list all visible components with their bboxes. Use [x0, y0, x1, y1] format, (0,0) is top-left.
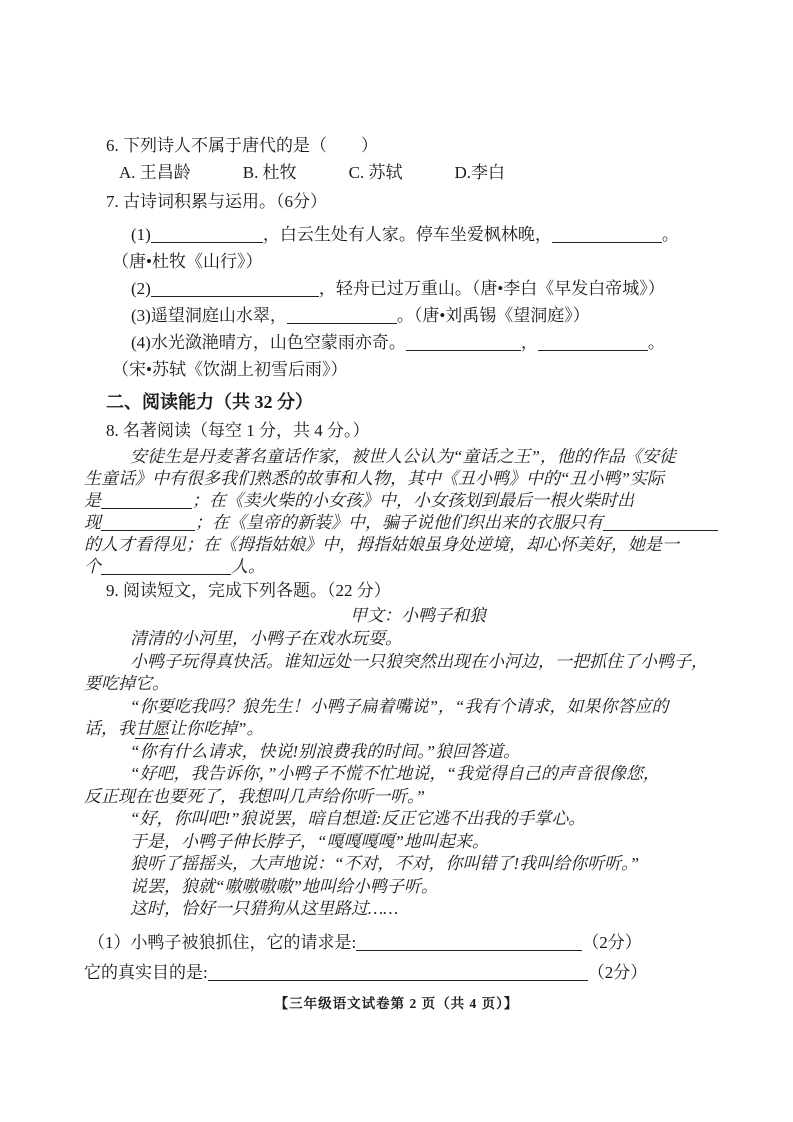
story-line: “好吧，我告诉你，”小鸭子不慌不忙地说，“我觉得自己的声音很像您， [130, 764, 660, 783]
question-7-item-4-source: （宋•苏轼《饮湖上初雪后雨》） [112, 360, 348, 379]
question-9-sub-1-line-2 [84, 958, 712, 988]
passage-text: 人。 [231, 557, 265, 576]
question-8-stem: 8. 名著阅读（每空 1 分，共 4 分。） [106, 421, 370, 440]
page-content [84, 0, 712, 988]
answer-blank [151, 279, 319, 297]
passage-text: ；在《皇帝的新装》中，骗子说他们织出来的衣服只有 [195, 513, 603, 532]
option-d: D.李白 [454, 163, 505, 182]
answer-blank [356, 933, 582, 951]
item-text: ， [520, 333, 538, 352]
option-a: A. 王昌龄 [119, 163, 191, 182]
question-7-item-3 [131, 302, 712, 329]
story-line: 狼听了摇摇头，大声地说：“不对，不对，你叫错了!我叫给你听听。” [130, 854, 640, 873]
sub-question-text: 它的真实目的是: [84, 962, 208, 982]
story-line: 说罢，狼就“嗷嗷嗷嗷”地叫给小鸭子听。 [130, 876, 438, 896]
item-text: 。 [661, 225, 679, 244]
question-7-stem: 7. 古诗词积累与运用。（6分） [106, 192, 327, 211]
score-label: （2分） [582, 932, 642, 952]
underlined-word: 甘愿 [135, 719, 169, 738]
story-line: 清清的小河里，小鸭子在戏水玩耍。 [130, 629, 402, 648]
score-label: （2分） [587, 962, 648, 982]
option-b: B. 杜牧 [242, 163, 297, 182]
answer-blank [406, 333, 521, 351]
question-7-item-2 [131, 275, 712, 302]
question-8-passage-line: 的人才看得见；在《拇指姑娘》中，拇指姑娘虽身处逆境，却心怀美好，她是一 [84, 535, 679, 554]
passage-text: ；在《卖火柴的小女孩》中，小女孩划到最后一根火柴时出 [192, 491, 634, 510]
answer-blank [101, 513, 195, 531]
story-line: 反正现在也要死了，我想叫几声给你听一听。” [84, 786, 425, 806]
answer-blank [287, 306, 397, 324]
item-text: ，轻舟已过万重山。（唐•李白《早发白帝城》） [318, 279, 665, 298]
question-9-stem: 9. 阅读短文，完成下列各题。（22 分） [106, 581, 391, 600]
story-line [84, 718, 712, 741]
story-line: 这时，恰好一只猎狗从这里路过…… [130, 899, 399, 918]
answer-blank [538, 333, 648, 351]
question-7-item-1 [131, 221, 712, 248]
question-8-passage-line: 生童话》中有很多我们熟悉的故事和人物，其中《丑小鸭》中的“丑小鸭”实际 [84, 469, 664, 488]
question-9-sub-1 [88, 928, 712, 958]
passage-text: 是 [84, 491, 101, 510]
answer-blank [208, 963, 588, 981]
question-8-passage-line [84, 556, 712, 578]
story-text: 话，我 [84, 719, 135, 738]
option-c: C. 苏轼 [348, 163, 403, 182]
item-label: (2) [131, 279, 151, 298]
item-text: 。 [647, 333, 665, 352]
answer-blank [552, 225, 662, 243]
question-7-item-4 [131, 329, 712, 356]
item-text: (4)水光潋滟晴方，山色空蒙雨亦奇。 [131, 333, 406, 352]
page-footer: 【三年级语文试卷第 2 页（共 4 页）】 [274, 996, 519, 1011]
passage-text: 现 [84, 513, 101, 532]
story-line: “你要吃我吗？狼先生！小鸭子扁着嘴说”，“我有个请求，如果你答应的 [130, 696, 669, 716]
question-6-stem: 6. 下列诗人不属于唐代的是（ ） [106, 136, 378, 155]
section-2-header: 二、阅读能力（共 32 分） [106, 392, 313, 412]
question-8-passage-line: 安徒生是丹麦著名童话作家，被世人公认为“童话之王”，他的作品《安徒 [130, 447, 676, 466]
story-line: 要吃掉它。 [84, 674, 169, 693]
story-line: 小鸭子玩得真快活。谁知远处一只狼突然出现在小河边，一把抓住了小鸭子， [130, 651, 708, 671]
question-8-passage-line [84, 512, 712, 534]
answer-blank [603, 513, 718, 531]
item-text: ，白云生处有人家。停车坐爱枫林晚， [262, 225, 552, 244]
item-text: (3)遥望洞庭山水翠， [131, 306, 287, 325]
answer-blank [101, 491, 192, 509]
item-text: 。（唐•刘禹锡《望洞庭》） [396, 306, 590, 325]
answer-blank [101, 557, 231, 575]
question-6-options [119, 159, 712, 186]
question-7-item-1-source: （唐•杜牧《山行》） [112, 252, 263, 271]
item-label: (1) [131, 225, 151, 244]
story-line: “你有什么请求，快说!别浪费我的时间。”狼回答道。 [130, 741, 521, 761]
story-text: 让你吃掉”。 [169, 719, 264, 738]
story-line: “好，你叫吧!”狼说罢，暗自想道:反正它逃不出我的手掌心。 [130, 809, 586, 828]
question-8-passage-line [84, 490, 712, 512]
story-line: 于是，小鸭子伸长脖子，“嘎嘎嘎嘎”地叫起来。 [130, 831, 489, 851]
passage-title: 甲文：小鸭子和狼 [350, 606, 486, 625]
passage-text: 个 [84, 557, 101, 576]
answer-blank [151, 225, 263, 243]
sub-question-text: （1）小鸭子被狼抓住，它的请求是: [88, 932, 357, 952]
